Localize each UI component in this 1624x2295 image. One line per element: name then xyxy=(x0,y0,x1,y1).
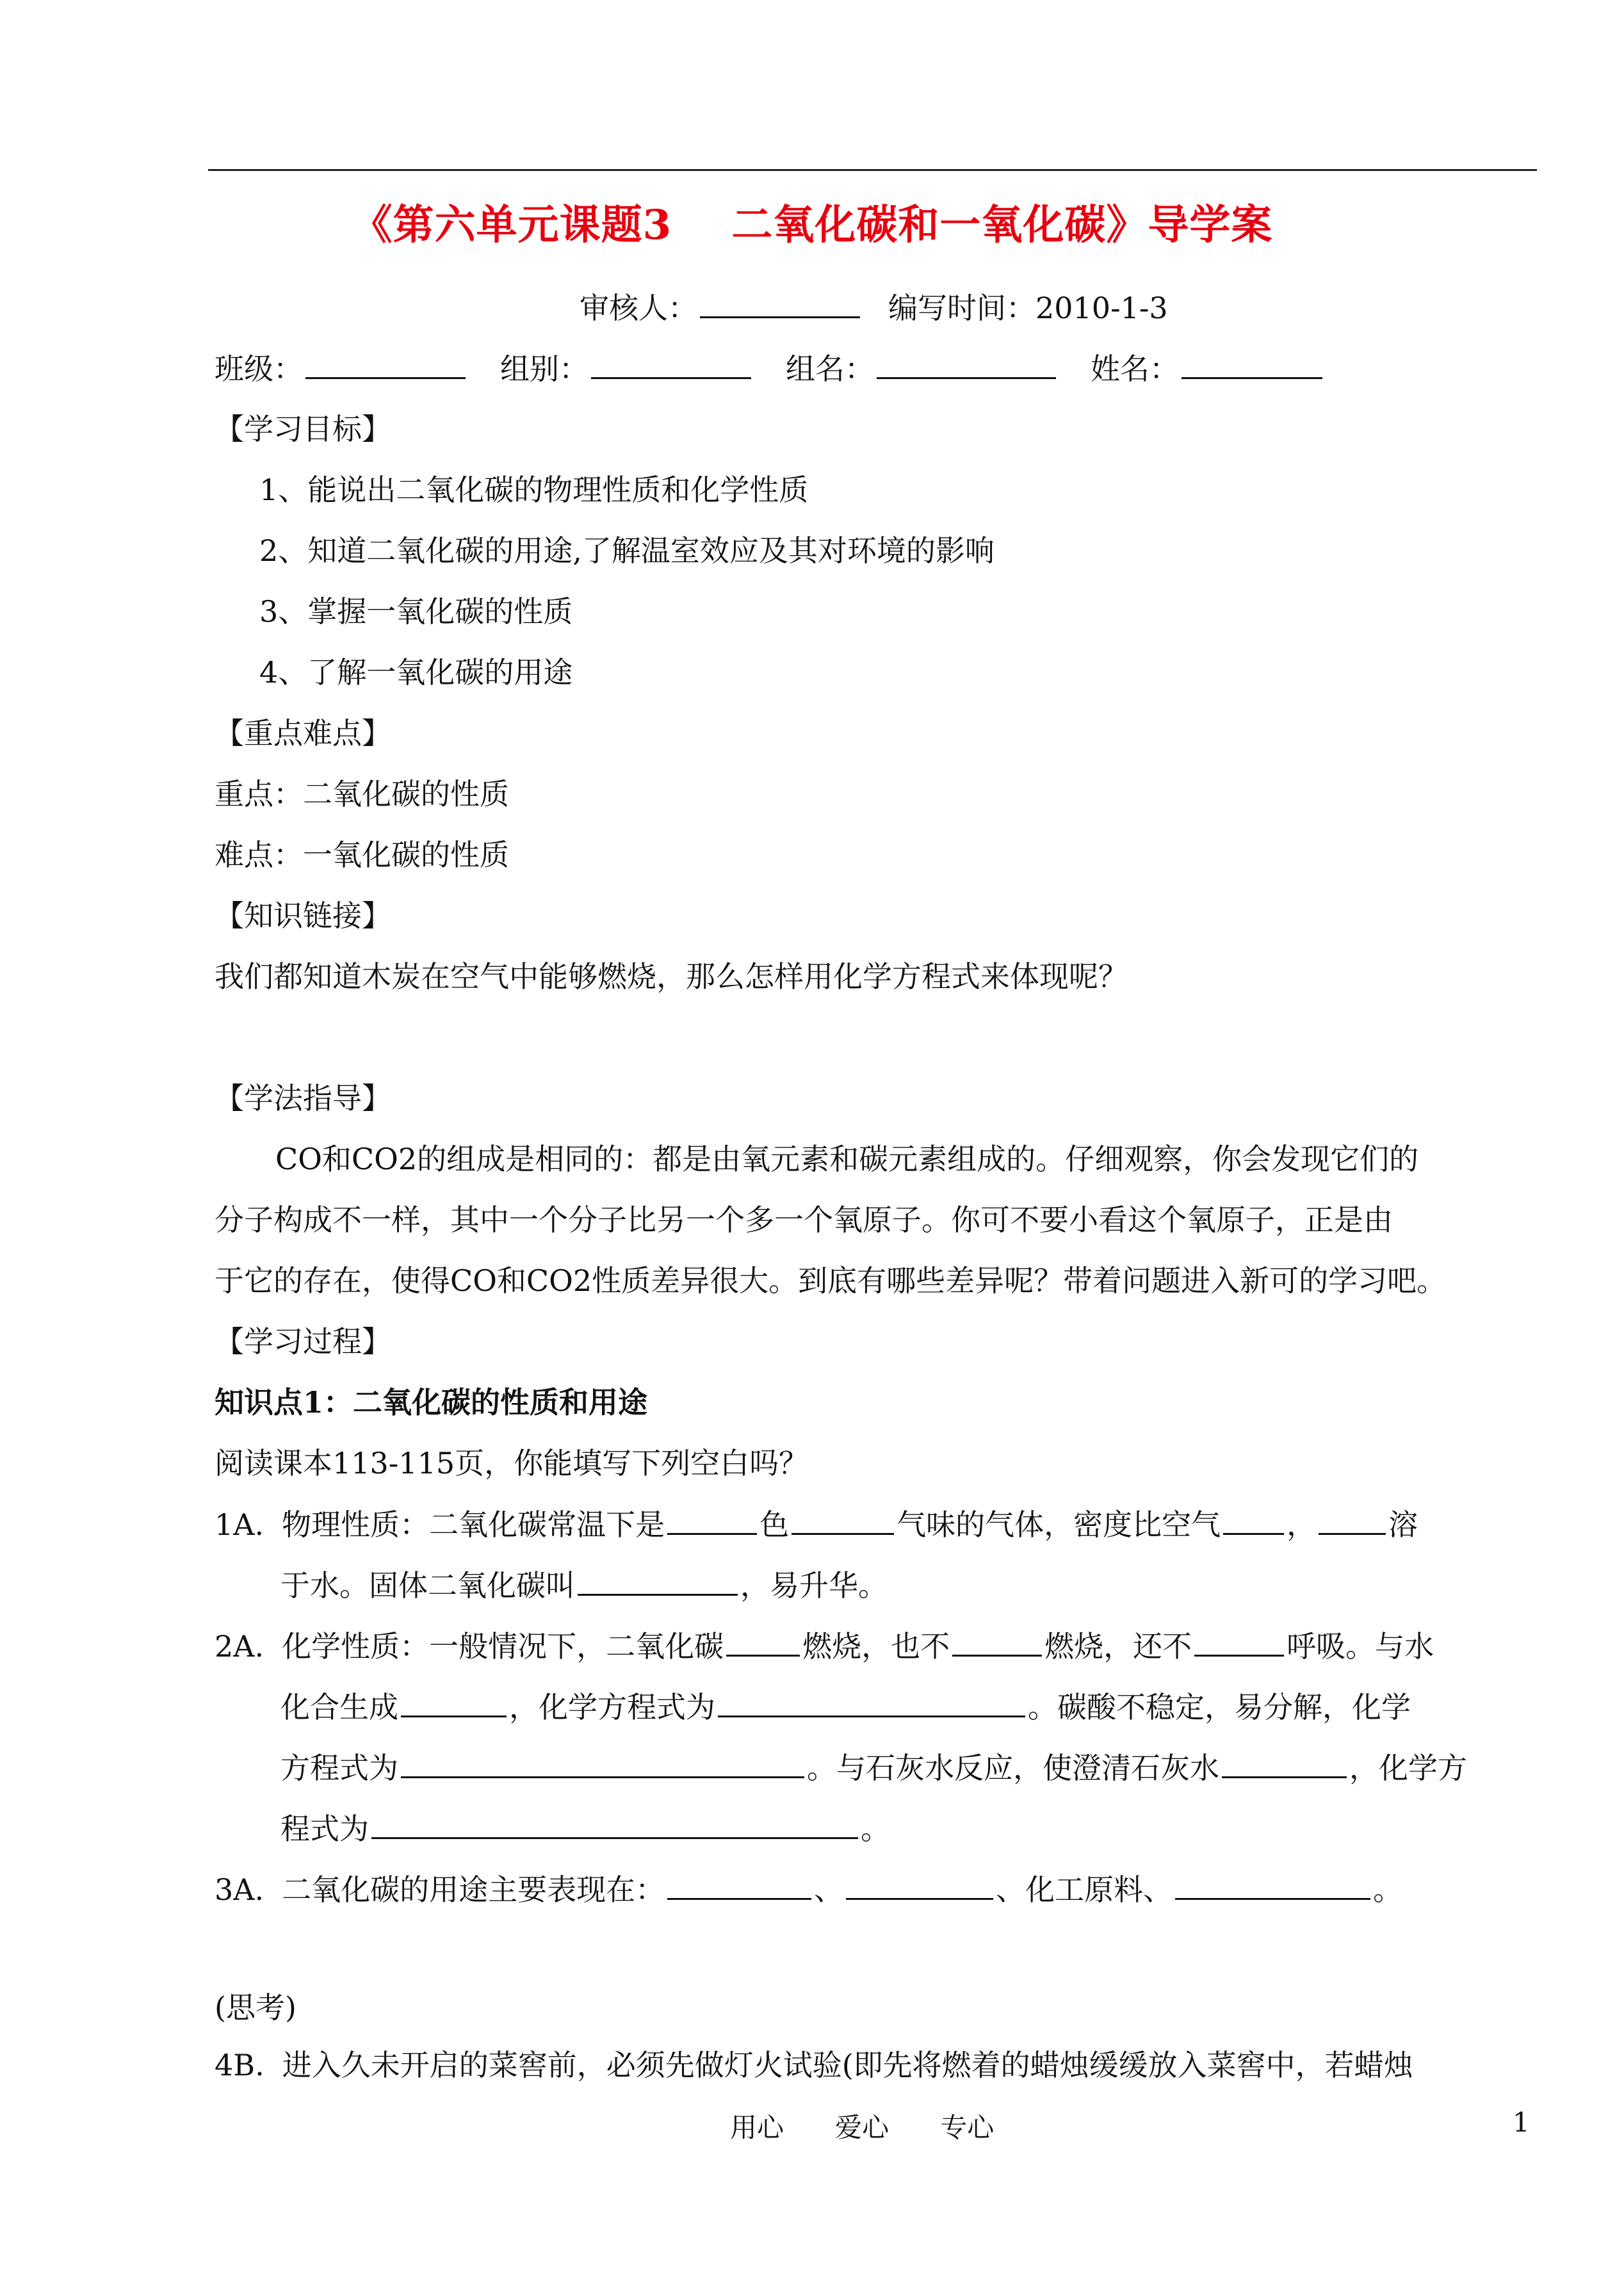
class-label: 班级： xyxy=(215,352,303,386)
question-text: 于水。固体二氧化碳叫 xyxy=(280,1568,575,1603)
goal-item: 1、能说出二氧化碳的物理性质和化学性质 xyxy=(259,473,809,507)
question-text: 。 xyxy=(861,1812,890,1846)
question-2a-line4 xyxy=(280,1809,890,1848)
hard-point: 难点：一氧化碳的性质 xyxy=(215,838,509,872)
answer-blank[interactable] xyxy=(792,1505,894,1535)
group-label: 组别： xyxy=(500,352,589,386)
question-2a-line3 xyxy=(280,1748,1467,1787)
question-text: 呼吸。与水 xyxy=(1287,1629,1434,1664)
answer-blank[interactable] xyxy=(1194,1626,1284,1657)
question-text: 方程式为 xyxy=(280,1751,398,1785)
question-text: ，化学方 xyxy=(1349,1751,1467,1785)
page-title: 《第六单元课题3 二氧化碳和一氧化碳》导学案 xyxy=(351,201,1273,249)
question-text: 程式为 xyxy=(280,1812,369,1846)
top-rule xyxy=(208,169,1537,171)
question-text: 、化工原料、 xyxy=(996,1872,1173,1907)
question-number: 2A. xyxy=(215,1629,264,1664)
group-name-label: 组名： xyxy=(786,352,874,386)
answer-blank[interactable] xyxy=(726,1626,800,1657)
question-number: 4B. xyxy=(215,2048,264,2082)
class-blank[interactable] xyxy=(305,349,466,379)
question-1a-line1 xyxy=(215,1505,1418,1544)
question-text: 色 xyxy=(759,1507,790,1542)
page-number: 1 xyxy=(1513,2107,1530,2138)
method-line: 分子构成不一样，其中一个分子比另一个多一个氧原子。你可不要小看这个氧原子，正是由 xyxy=(215,1203,1393,1237)
question-text: 气味的气体，密度比空气 xyxy=(897,1507,1221,1542)
question-text: 燃烧，还不 xyxy=(1044,1629,1192,1664)
knowledge-point-1-title: 知识点1：二氧化碳的性质和用途 xyxy=(215,1385,648,1420)
reviewer-blank[interactable] xyxy=(700,288,860,318)
question-1a-line2 xyxy=(280,1566,888,1605)
section-knowledge-link: 【知识链接】 xyxy=(215,898,391,933)
answer-blank[interactable] xyxy=(1222,1748,1347,1778)
student-name-blank[interactable] xyxy=(1181,349,1322,379)
key-point: 重点：二氧化碳的性质 xyxy=(215,777,509,811)
answer-blank[interactable] xyxy=(401,1687,507,1717)
question-2a-line2 xyxy=(280,1687,1411,1726)
answer-blank[interactable] xyxy=(952,1626,1042,1657)
answer-blank[interactable] xyxy=(401,1748,804,1778)
question-text: 溶 xyxy=(1388,1507,1418,1542)
question-text: 。与石灰水反应，使澄清石灰水 xyxy=(807,1751,1219,1785)
question-3a-line1 xyxy=(215,1870,1402,1909)
question-2a-line1 xyxy=(215,1626,1434,1666)
question-4b-line1 xyxy=(215,2046,1413,2084)
answer-blank[interactable] xyxy=(1223,1505,1284,1535)
question-number: 1A. xyxy=(215,1507,264,1542)
reviewer-line xyxy=(580,288,1168,327)
answer-blank[interactable] xyxy=(846,1870,993,1900)
question-text: 。碳酸不稳定，易分解，化学 xyxy=(1028,1690,1411,1724)
question-text: 二氧化碳的用途主要表现在： xyxy=(282,1872,665,1907)
question-text: 物理性质：二氧化碳常温下是 xyxy=(282,1507,665,1542)
section-key-points: 【重点难点】 xyxy=(215,716,391,750)
date-value: 2010-1-3 xyxy=(1035,291,1168,325)
question-text: 进入久未开启的菜窖前，必须先做灯火试验(即先将燃着的蜡烛缓缓放入菜窖中，若蜡烛 xyxy=(282,2048,1413,2082)
question-text: 燃烧，也不 xyxy=(802,1629,950,1664)
goal-item: 2、知道二氧化碳的用途,了解温室效应及其对环境的影响 xyxy=(259,533,995,568)
section-goals: 【学习目标】 xyxy=(215,412,391,446)
method-line: CO和CO2的组成是相同的：都是由氧元素和碳元素组成的。仔细观察，你会发现它们的 xyxy=(275,1142,1419,1176)
question-text: 、 xyxy=(814,1872,844,1907)
answer-blank[interactable] xyxy=(371,1809,858,1839)
group-blank[interactable] xyxy=(591,349,751,379)
section-process: 【学习过程】 xyxy=(215,1324,391,1359)
date-label: 编写时间： xyxy=(888,291,1035,325)
group-name-blank[interactable] xyxy=(877,349,1056,379)
reviewer-label: 审核人： xyxy=(580,291,697,325)
question-text: ， xyxy=(1287,1507,1317,1542)
question-text: ，化学方程式为 xyxy=(509,1690,715,1724)
answer-blank[interactable] xyxy=(578,1566,738,1596)
answer-blank[interactable] xyxy=(667,1505,757,1535)
answer-blank[interactable] xyxy=(1319,1505,1386,1535)
goal-item: 4、了解一氧化碳的用途 xyxy=(259,655,573,690)
footer-text: 用心 爱心 专心 xyxy=(730,2112,995,2143)
link-text: 我们都知道木炭在空气中能够燃烧，那么怎样用化学方程式来体现呢？ xyxy=(215,959,1128,994)
question-text: 化合生成 xyxy=(280,1690,398,1724)
question-text: 。 xyxy=(1373,1872,1403,1907)
student-name-label: 姓名： xyxy=(1091,352,1179,386)
question-number: 3A. xyxy=(215,1872,264,1907)
answer-blank[interactable] xyxy=(667,1870,811,1900)
section-method: 【学法指导】 xyxy=(215,1081,391,1115)
answer-blank[interactable] xyxy=(718,1687,1025,1717)
question-text: 化学性质：一般情况下，二氧化碳 xyxy=(282,1629,724,1664)
goal-item: 3、掌握一氧化碳的性质 xyxy=(259,594,573,629)
answer-blank[interactable] xyxy=(1175,1870,1370,1900)
class-info-line xyxy=(215,349,1325,388)
read-instruction: 阅读课本113-115页，你能填写下列空白吗？ xyxy=(215,1446,809,1480)
method-line: 于它的存在，使得CO和CO2性质差异很大。到底有哪些差异呢？带着问题进入新可的学习吧。 xyxy=(215,1263,1447,1298)
think-label: (思考) xyxy=(215,1990,296,2025)
question-text: ，易升华。 xyxy=(740,1568,888,1603)
